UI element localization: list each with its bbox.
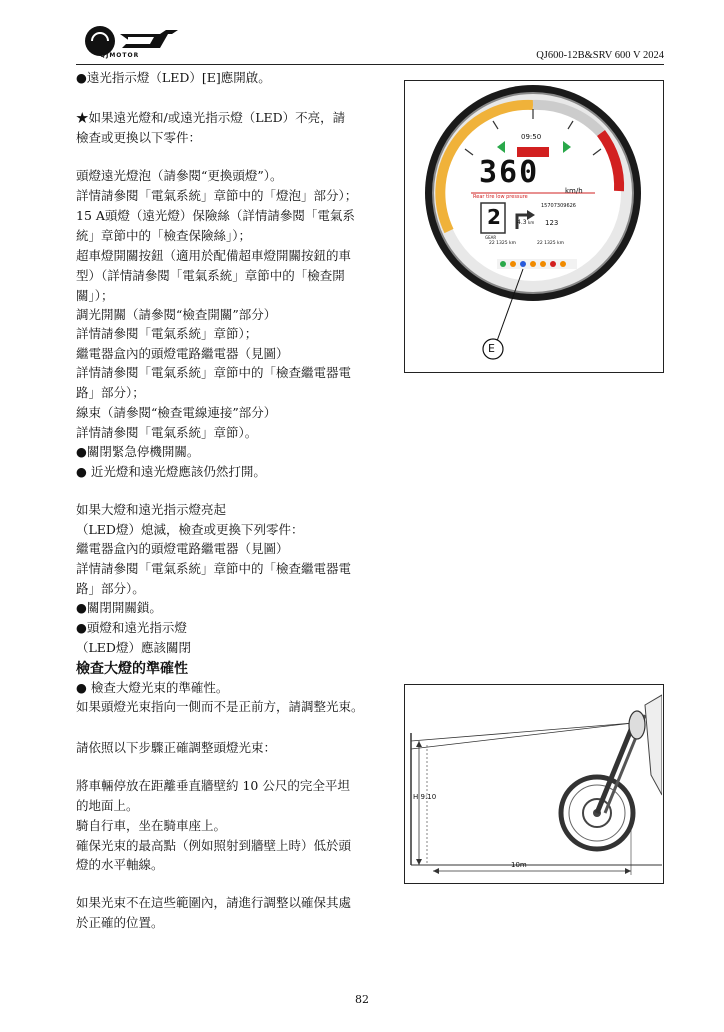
text-line: 如果頭燈光束指向一側而不是正前方，請調整光束。 (76, 699, 364, 714)
text-line: 詳情請參閱「電氣系統」章節）； (76, 326, 258, 341)
dash-nav-distance: 4.3 (517, 219, 527, 226)
text-line: 線束（請參閱“檢查電線連接”部分） (76, 405, 277, 420)
brand-logo (84, 24, 184, 60)
header-rule (76, 64, 664, 65)
text-line: 燈的水平軸線。 (76, 857, 164, 872)
dash-nav-unit: km (528, 220, 535, 225)
text-line: ●遠光指示燈（LED）[E]應開啟。 (76, 70, 271, 85)
text-line: 繼電器盒內的頭燈電路繼電器（見圖） (76, 541, 289, 556)
distance-label: 10m (511, 861, 527, 869)
text-line: 詳情請參閱「電氣系統」章節中的「燈泡」部分）； (76, 188, 358, 203)
text-line: 繼電器盒內的頭燈電路繼電器（見圖） (76, 346, 289, 361)
text-line: ●關閉緊急停機開關。 (76, 444, 200, 459)
page-number: 82 (355, 993, 369, 1006)
text-line: 騎自行車，坐在騎車座上。 (76, 818, 227, 833)
text-line: 關」）； (76, 288, 114, 303)
text-line: 15 A頭燈（遠光燈）保險絲（詳情請參閱「電氣系 (76, 208, 355, 223)
figure-dashboard (404, 80, 664, 373)
document-code: QJ600-12B&SRV 600 V 2024 (536, 50, 664, 61)
text-line: 調光開關（請參閱“檢查開關”部分） (76, 307, 277, 322)
text-line: ● 近光燈和遠光燈應該仍然打開。 (76, 464, 266, 479)
text-line: 路」部分）。 (76, 581, 145, 596)
text-line: 超車燈開關按鈕（適用於配備超車燈開關按鈕的車 (76, 248, 352, 263)
text-line: 詳情請參閱「電氣系統」章節中的「檢查繼電器電 (76, 365, 352, 380)
dash-speed-unit: km/h (565, 187, 583, 195)
dash-range: 123 (545, 219, 559, 227)
high-beam-indicator-icon (520, 261, 526, 267)
brand-name: QJMOTOR (100, 52, 140, 59)
figure-headlight-aim (404, 684, 664, 884)
headlight-aim-illustration (405, 685, 662, 882)
section-heading: 檢查大燈的準確性 (76, 661, 188, 677)
text-line: ●關閉開關鎖。 (76, 600, 162, 615)
dash-speed: 360 (479, 155, 540, 190)
text-line: 將車輛停放在距離垂直牆壁約 10 公尺的完全平坦 (76, 778, 350, 793)
callout-label: E (488, 342, 495, 355)
text-line: 路」部分）； (76, 385, 145, 400)
headlight-icon (629, 711, 645, 739)
text-line: 型）（詳情請參閱「電氣系統」章節中的「檢查開 (76, 268, 345, 283)
text-line: 統」章節中的「檢查保險絲」）； (76, 228, 252, 243)
text-line: ●頭燈和遠光指示燈 (76, 620, 187, 635)
dash-trip2: 22 1325 km (537, 241, 565, 246)
text-line: ● 檢查大燈光束的準確性。 (76, 680, 229, 695)
text-line: （LED燈）應該關閉 (76, 640, 191, 655)
dash-warning: Rear tire low pressure (473, 194, 528, 200)
dash-time: 09:50 (521, 133, 542, 141)
text-line: 檢查或更換以下零件： (76, 130, 202, 145)
dash-trip1: 22 1325 km (489, 241, 517, 246)
dash-gear-label: GEAR (485, 235, 497, 240)
height-label: H 9:10 (413, 793, 437, 801)
text-line: 如果光束不在這些範圍內，請進行調整以確保其處 (76, 895, 352, 910)
text-line: 於正確的位置。 (76, 915, 164, 930)
text-line: 詳情請參閱「電氣系統」章節）。 (76, 425, 258, 440)
text-line: 如果大燈和遠光指示燈亮起 (76, 502, 227, 517)
text-line: 確保光束的最高點（例如照射到牆壁上時）低於頭 (76, 838, 352, 853)
text-line: 頭燈遠光燈泡（請參閱“更換頭燈”）。 (76, 168, 283, 183)
dash-gear: 2 (487, 205, 501, 229)
dashboard-illustration (405, 81, 662, 371)
text-line: （LED燈）熄滅，檢查或更換下列零件： (76, 522, 304, 537)
text-line: 的地面上。 (76, 798, 139, 813)
text-line: 請依照以下步驟正確調整頭燈光束： (76, 740, 277, 755)
text-line: 詳情請參閱「電氣系統」章節中的「檢查繼電器電 (76, 561, 352, 576)
text-line: ★如果遠光燈和/或遠光指示燈（LED）不亮，請 (76, 110, 346, 125)
dash-phone: 15707309626 (541, 203, 576, 209)
